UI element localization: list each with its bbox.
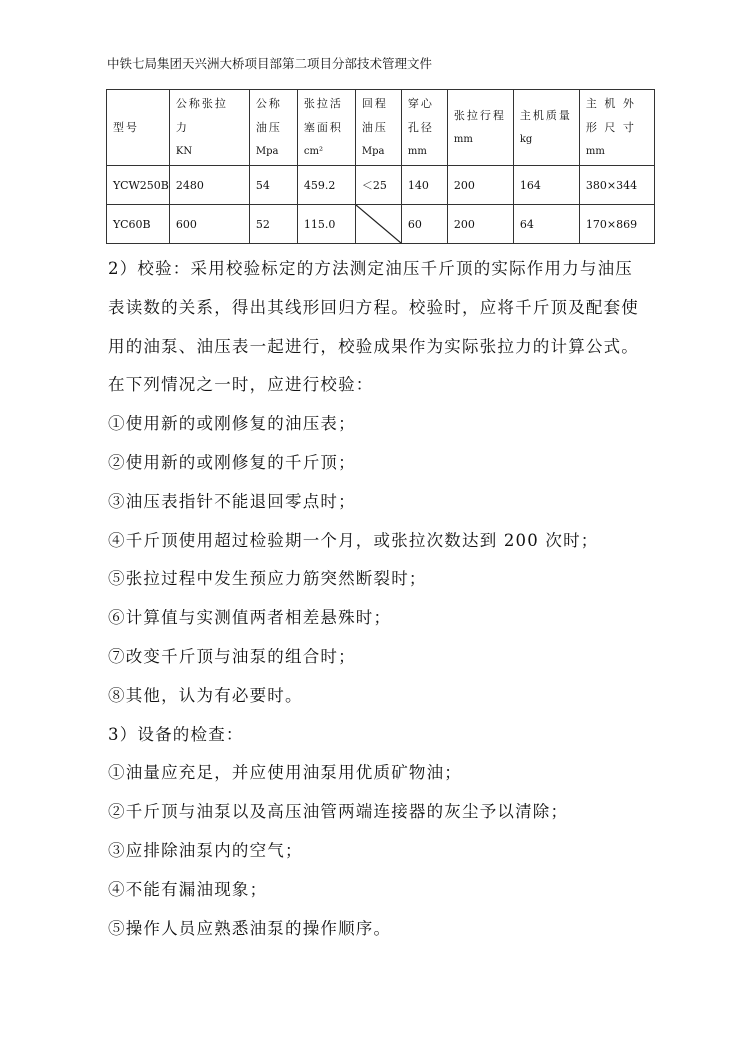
header-line: 力: [175, 120, 189, 134]
paragraph-line: ⑤张拉过程中发生预应力筋突然断裂时；: [108, 569, 427, 589]
header-line: 张拉活: [303, 96, 343, 110]
table-header-cell: [579, 90, 654, 166]
paragraph-line: ②千斤顶与油泵以及高压油管两端连接器的灰尘予以清除；: [108, 802, 569, 822]
table-row: [107, 205, 655, 244]
table-cell: 600: [169, 205, 249, 244]
paragraph-line: 3）设备的检查：: [108, 724, 244, 744]
table-cell: 459.2: [297, 166, 355, 205]
header-line: mm: [453, 133, 473, 145]
paragraph-line: 2）校验：采用校验标定的方法测定油压千斤顶的实际作用力与油压: [108, 259, 633, 278]
table-header-cell: [297, 90, 355, 166]
header-line: 型号: [113, 120, 139, 134]
paragraph-line: ①使用新的或刚修复的油压表；: [108, 414, 356, 434]
table-cell: 64: [513, 205, 579, 244]
header-line: 穿心: [407, 96, 434, 110]
jack-spec-table: [106, 89, 655, 244]
header-line: 油压: [361, 120, 388, 134]
paragraph-line: ⑧其他，认为有必要时。: [108, 685, 303, 705]
table-cell: 140: [401, 166, 447, 205]
table-cell: 200: [447, 166, 513, 205]
header-line: 主机质量: [519, 108, 572, 122]
header-line: 公称张拉: [175, 96, 228, 110]
paragraph-line: ⑦改变千斤顶与油泵的组合时；: [108, 646, 356, 666]
paragraph-line: ②使用新的或刚修复的千斤顶；: [108, 452, 356, 472]
table-cell: [355, 205, 401, 244]
header-line: mm: [407, 145, 427, 157]
table-cell: 54: [249, 166, 297, 205]
paragraph-line: ④千斤顶使用超过检验期一个月，或张拉次数达到 200 次时；: [108, 530, 599, 550]
header-line: 孔径: [407, 120, 434, 134]
table-cell: 380×344: [579, 166, 654, 205]
header-line: 公称: [255, 96, 282, 110]
header-line: 主 机 外: [585, 96, 636, 110]
table-cell: 60: [401, 205, 447, 244]
table-cell: 115.0: [297, 205, 355, 244]
table-cell: 170×869: [579, 205, 654, 244]
header-line: Mpa: [255, 145, 279, 157]
table-header-cell: [447, 90, 513, 166]
table-row: [107, 166, 655, 205]
table-header-cell: [107, 90, 170, 166]
header-line: KN: [175, 145, 193, 157]
paragraph-line: ③应排除油泵内的空气；: [108, 840, 303, 860]
table-cell: YC60B: [107, 205, 170, 244]
paragraph-line: 在下列情况之一时，应进行校验：: [108, 375, 374, 395]
header-line: 塞面积: [303, 120, 343, 134]
table-cell: 52: [249, 205, 297, 244]
page-header: 中铁七局集团天兴洲大桥项目部第二项目分部技术管理文件: [107, 56, 433, 71]
table-header-row: [107, 90, 655, 166]
paragraph-line: ③油压表指针不能退回零点时；: [108, 491, 356, 511]
header-line: mm: [585, 145, 605, 157]
paragraph-line: ⑥计算值与实测值两者相差悬殊时；: [108, 608, 392, 628]
paragraph-line: ④不能有漏油现象；: [108, 879, 268, 899]
header-line: Mpa: [361, 145, 385, 157]
paragraph-line: 表读数的关系，得出其线形回归方程。校验时，应将千斤顶及配套使: [108, 297, 639, 317]
header-line: 回程: [361, 96, 388, 110]
table-cell: 2480: [169, 166, 249, 205]
table-cell: 200: [447, 205, 513, 244]
header-line: cm²: [303, 145, 323, 157]
table-header-cell: [169, 90, 249, 166]
header-line: 油压: [255, 120, 282, 134]
header-line: 形 尺 寸: [585, 120, 636, 134]
table-cell: ＜25: [355, 166, 401, 205]
paragraph-line: 用的油泵、油压表一起进行，校验成果作为实际张拉力的计算公式。: [108, 336, 639, 356]
diagonal-line: [356, 205, 401, 243]
header-line: 张拉行程: [453, 108, 506, 122]
table-cell: YCW250B: [107, 166, 170, 205]
paragraph-line: ⑤操作人员应熟悉油泵的操作顺序。: [108, 918, 392, 938]
table-header-cell: [355, 90, 401, 166]
table-header-cell: [513, 90, 579, 166]
table-cell: 164: [513, 166, 579, 205]
table-header-cell: [401, 90, 447, 166]
header-line: kg: [519, 133, 533, 145]
paragraph-line: ①油量应充足，并应使用油泵用优质矿物油；: [108, 763, 462, 783]
table-header-cell: [249, 90, 297, 166]
document-body: [108, 250, 639, 948]
